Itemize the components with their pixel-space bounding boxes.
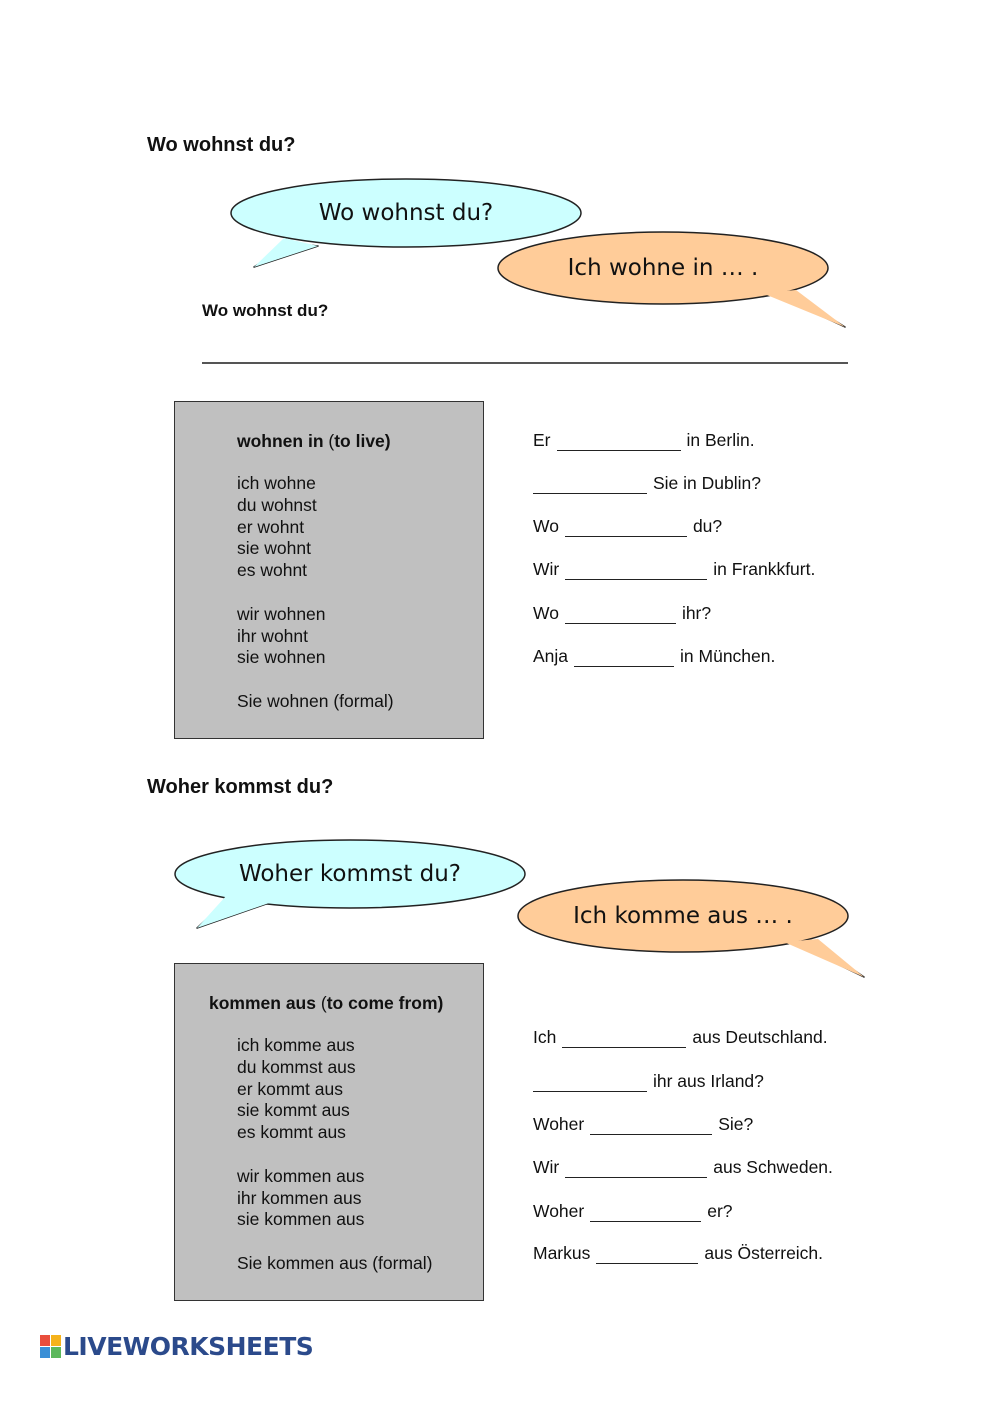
answer-bubble-1-text: Ich wohne in … .	[567, 255, 759, 281]
conjugation-form: sie wohnt	[237, 538, 311, 559]
exercise-after: aus Schweden.	[713, 1157, 833, 1177]
exercise-after: aus Österreich.	[704, 1243, 824, 1263]
logo-text: LIVEWORKSHEETS	[63, 1332, 314, 1361]
conjugation-title-meaning: to live)	[334, 431, 391, 451]
exercise-after: in Frankkfurt.	[713, 559, 816, 579]
exercise-after: Sie in Dublin?	[653, 473, 761, 493]
conjugation-form: du wohnst	[237, 494, 317, 515]
exercise-blank[interactable]	[562, 1029, 686, 1048]
exercise-after: in München.	[680, 646, 776, 666]
conjugation-form: er wohnt	[237, 516, 305, 537]
exercise-before: Woher	[533, 1114, 585, 1134]
exercise-after: aus Deutschland.	[692, 1027, 828, 1047]
conjugation-form: sie kommen aus	[237, 1209, 365, 1230]
exercise-blank[interactable]	[565, 561, 707, 580]
conjugation-form: sie kommt aus	[237, 1100, 350, 1121]
conjugation-form: er kommt aus	[237, 1078, 343, 1099]
answer-bubble-2	[518, 880, 864, 977]
exercise-row	[533, 559, 815, 580]
exercise-after: Sie?	[718, 1114, 754, 1134]
conjugation-forms	[237, 1035, 432, 1275]
exercise-row	[533, 1201, 733, 1222]
exercise-after: in Berlin.	[686, 430, 755, 450]
liveworksheets-logo[interactable]	[40, 1332, 313, 1361]
section1-answer-field[interactable]	[204, 336, 844, 360]
exercise-after: er?	[707, 1201, 733, 1221]
exercise-blank[interactable]	[596, 1245, 698, 1264]
conjugation-form: wir kommen aus	[237, 1165, 365, 1186]
exercise-blank[interactable]	[574, 648, 674, 667]
exercise-row	[533, 430, 755, 451]
exercise-before: Wo	[533, 603, 559, 623]
exercise-before: Er	[533, 430, 551, 450]
conjugation-form: ich komme aus	[237, 1035, 355, 1055]
exercise-blank[interactable]	[533, 1073, 647, 1092]
exercise-before: Wir	[533, 1157, 560, 1177]
conjugation-title-paren: (	[328, 431, 335, 451]
exercise-before: Woher	[533, 1201, 585, 1221]
exercise-before: Anja	[533, 646, 569, 666]
exercise-row	[533, 603, 711, 624]
exercise-blank[interactable]	[557, 432, 681, 451]
exercise-row	[533, 1027, 828, 1048]
exercise-row	[533, 473, 761, 494]
conjugation-title-meaning: to come from)	[326, 993, 444, 1013]
question-bubble-1-text: Wo wohnst du?	[318, 200, 494, 226]
exercise-row	[533, 1157, 833, 1178]
conjugation-title-paren: (	[320, 993, 327, 1013]
conjugation-formal: Sie kommen aus (formal)	[237, 1252, 433, 1273]
answer-bubble-1	[498, 232, 845, 327]
exercise-blank[interactable]	[565, 1159, 707, 1178]
conjugation-title	[209, 993, 443, 1014]
exercise-after: du?	[692, 516, 723, 536]
exercise-blank[interactable]	[565, 518, 687, 537]
conjugation-title	[237, 431, 391, 452]
conjugation-box-kommen	[174, 963, 484, 1301]
section1-answer-line	[202, 362, 848, 364]
exercise-row	[533, 516, 722, 537]
conjugation-form: es wohnt	[237, 560, 308, 581]
logo-icon	[40, 1335, 61, 1358]
question-bubble-2-text: Woher kommst du?	[238, 861, 462, 887]
exercise-blank[interactable]	[590, 1116, 712, 1135]
exercise-after: ihr?	[681, 603, 712, 623]
exercise-blank[interactable]	[590, 1203, 701, 1222]
conjugation-form: du kommst aus	[237, 1056, 356, 1077]
exercise-before: Wir	[533, 559, 560, 579]
conjugation-formal: Sie wohnen (formal)	[237, 690, 394, 711]
exercise-before: Ich	[533, 1027, 557, 1047]
exercise-blank[interactable]	[533, 475, 647, 494]
exercise-before: Wo	[533, 516, 559, 536]
conjugation-form: wir wohnen	[237, 603, 326, 624]
section2-heading: Woher kommst du?	[147, 776, 334, 798]
conjugation-form: ich wohne	[237, 473, 316, 493]
conjugation-forms	[237, 473, 394, 713]
conjugation-box-wohnen	[174, 401, 484, 739]
conjugation-form: es kommt aus	[237, 1122, 346, 1143]
conjugation-form: ihr kommen aus	[237, 1187, 362, 1208]
section1-heading: Wo wohnst du?	[147, 134, 296, 156]
question-bubble-2	[175, 840, 525, 928]
exercise-before: Markus	[533, 1243, 591, 1263]
exercise-after: ihr aus Irland?	[653, 1071, 764, 1091]
exercise-row	[533, 1243, 823, 1264]
conjugation-form: sie wohnen	[237, 647, 326, 668]
conjugation-form: ihr wohnt	[237, 625, 309, 646]
exercise-row	[533, 646, 775, 667]
exercise-row	[533, 1114, 753, 1135]
conjugation-title-verb: wohnen in	[237, 431, 329, 451]
section1-prompt: Wo wohnst du?	[202, 301, 329, 320]
exercise-blank[interactable]	[565, 605, 676, 624]
exercise-row	[533, 1071, 764, 1092]
conjugation-title-verb: kommen aus	[209, 993, 321, 1013]
answer-bubble-2-text: Ich komme aus … .	[573, 903, 793, 929]
